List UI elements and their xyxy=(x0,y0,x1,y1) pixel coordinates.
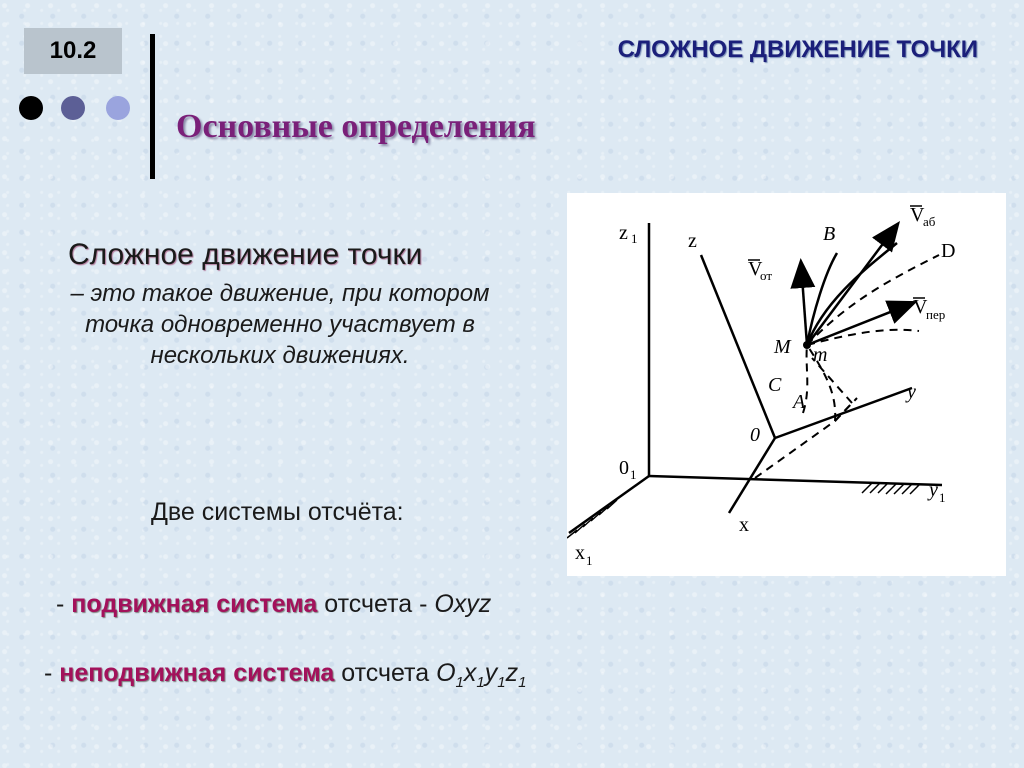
slide-number: 10.2 xyxy=(49,37,97,64)
fixed-system-term: неподвижная система xyxy=(59,659,335,687)
label-z1: z xyxy=(619,222,628,244)
label-v-ot: V xyxy=(748,258,763,280)
label-y1-sub: 1 xyxy=(939,490,946,505)
label-x1-sub: 1 xyxy=(586,553,593,568)
dash: - xyxy=(44,659,60,687)
nav-dot-2 xyxy=(61,96,85,120)
section-subtitle: Основные определения xyxy=(176,108,536,145)
label-x1: x xyxy=(575,542,585,564)
label-o: 0 xyxy=(750,424,760,446)
slide-number-badge xyxy=(24,28,122,74)
label-b: B xyxy=(823,223,836,245)
x-axis xyxy=(729,438,775,513)
fixed-system-line xyxy=(44,659,526,691)
label-v-per-sub: пер xyxy=(926,307,946,322)
nav-dot-3 xyxy=(106,96,130,120)
definition-body: – это такое движение, при котором точка одновременно участвует в нескольких движениях. xyxy=(70,280,490,369)
dash: - xyxy=(56,590,72,618)
label-o1: 0 xyxy=(619,457,629,479)
label-v-per: V xyxy=(913,296,928,318)
kinematics-diagram xyxy=(567,193,1006,576)
slide-title: СЛОЖНОЕ ДВИЖЕНИЕ ТОЧКИ xyxy=(617,36,978,63)
label-x: x xyxy=(739,514,749,536)
moving-system-text: отсчета - xyxy=(317,590,435,618)
nav-dot-1 xyxy=(19,96,43,120)
y1-axis xyxy=(649,476,942,485)
x1-axis xyxy=(569,476,649,533)
definition-term: Сложное движение точки xyxy=(68,238,423,271)
label-v-ot-sub: от xyxy=(760,268,773,283)
label-z: z xyxy=(688,230,697,252)
label-m-upper: M xyxy=(774,336,791,358)
point-m xyxy=(803,341,811,349)
fixed-system-formula: $O_1x_1y_1z_1$ xyxy=(436,659,527,691)
reference-systems-heading: Две системы отсчёта: xyxy=(151,498,404,526)
v-ot-arrow xyxy=(801,263,807,345)
label-v-ab: V xyxy=(910,204,925,226)
label-d: D xyxy=(941,240,956,262)
label-m-lower: m xyxy=(813,344,828,366)
label-a: A xyxy=(793,391,806,413)
fixed-system-text: отсчета xyxy=(334,659,437,687)
moving-system-formula: Oxyz xyxy=(434,590,492,618)
moving-system-term: подвижная система xyxy=(71,590,318,618)
label-c: C xyxy=(768,374,782,396)
header-divider xyxy=(150,34,155,179)
label-v-ab-sub: аб xyxy=(923,214,936,229)
label-o1-sub: 1 xyxy=(630,467,637,482)
moving-system-line xyxy=(56,590,491,619)
label-y1: y xyxy=(929,479,938,501)
label-z1-sub: 1 xyxy=(631,231,638,246)
coordinate-systems-diagram xyxy=(567,193,1006,576)
label-y: y xyxy=(907,381,916,403)
